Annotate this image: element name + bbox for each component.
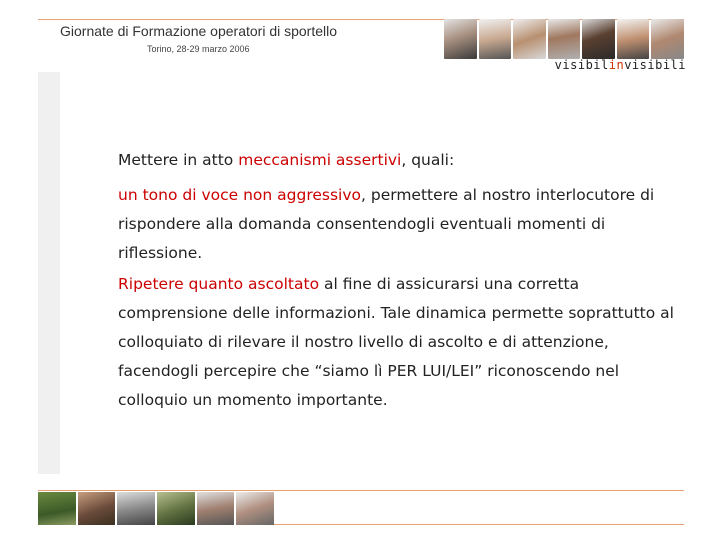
photo-person-2 <box>479 19 512 59</box>
event-title: Giornate di Formazione operatori di sportello <box>60 23 338 39</box>
photo-person-1 <box>444 19 477 59</box>
footer-photo-4 <box>157 492 195 525</box>
photo-person-5 <box>582 19 615 59</box>
footer-rule-bottom <box>274 524 684 525</box>
header-photo-banner <box>444 19 684 59</box>
intro-paragraph: Mettere in atto meccanismi assertivi, quali: <box>118 151 455 169</box>
slide-body <box>118 148 678 415</box>
footer-photo-2 <box>78 492 116 525</box>
photo-person-3 <box>513 19 546 59</box>
point-repeat-listened: Ripetere quanto ascoltato al fine di assicurarsi una corretta comprensione delle informazioni. Tale dinamica permette soprattutto al colloquiato di rilevare il nostro livello di ascolto e di attenzione, facendogli percepire che “siamo lì PER LUI/LEI” riconoscendo nel colloquio un momento importante. <box>118 275 674 409</box>
footer-photo-5 <box>197 492 235 525</box>
footer-photo-strip <box>38 492 274 525</box>
footer-photo-1 <box>38 492 76 525</box>
event-date-location: Torino, 28-29 marzo 2006 <box>147 44 250 54</box>
brand-logo-text: visibilinvisibili <box>554 58 686 72</box>
photo-person-7 <box>651 19 684 59</box>
photo-person-6 <box>617 19 650 59</box>
footer-photo-6 <box>236 492 274 525</box>
footer-photo-3 <box>117 492 155 525</box>
footer-rule <box>38 490 684 491</box>
photo-person-4 <box>548 19 581 59</box>
point-tone-of-voice: un tono di voce non aggressivo, permettere al nostro interlocutore di rispondere alla domanda consentendogli eventuali momenti di riflessione. <box>118 186 655 262</box>
left-side-bar <box>38 72 60 474</box>
